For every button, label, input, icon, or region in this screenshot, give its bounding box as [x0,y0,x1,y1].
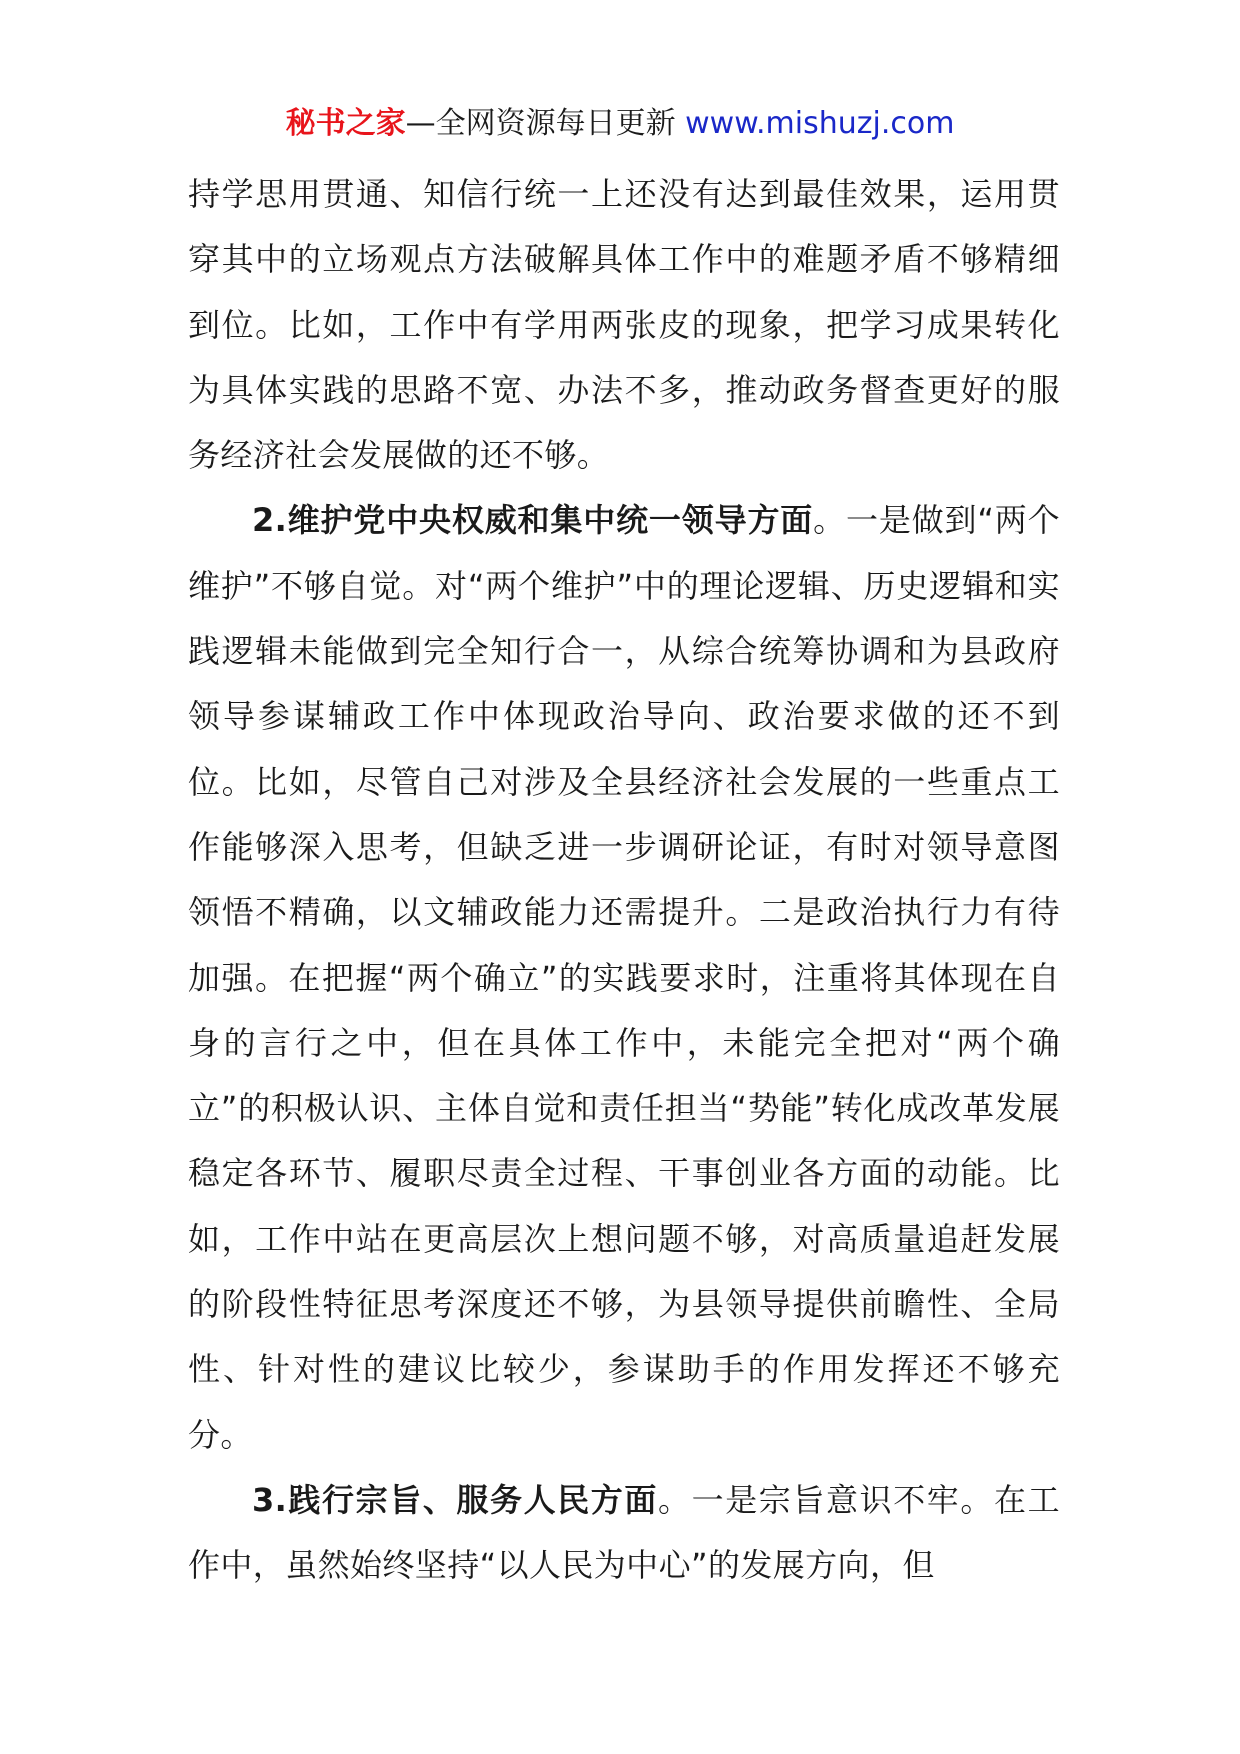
paragraph-section-2 [188,488,1060,1467]
section-heading-3: 3.践行宗旨、服务人民方面 [252,1480,659,1519]
paragraph-text: 。一是做到“两个维护”不够自觉。对“两个维护”中的理论逻辑、历史逻辑和实践逻辑未能做到完全知行合一，从综合统筹协调和为县政府领导参谋辅政工作中体现政治导向、政治要求做的还不到位。比如，尽管自己对涉及全县经济社会发展的一些重点工作能够深入思考，但缺乏进一步调研论证，有时对领导意图领悟不精确，以文辅政能力还需提升。二是政治执行力有待加强。在把握“两个确立”的实践要求时，注重将其体现在自身的言行之中，但在具体工作中，未能完全把对“两个确立”的积极认识、主体自觉和责任担当“势能”转化成改革发展稳定各环节、履职尽责全过程、干事创业各方面的动能。比如，工作中站在更高层次上想问题不够，对高质量追赶发展的阶段性特征思考深度还不够，为县领导提供前瞻性、全局性、针对性的建议比较少，参谋助手的作用发挥还不够充分。 [188,501,1061,1454]
header-tagline: —全网资源每日更新 [405,106,676,141]
paragraph-section-3 [188,1468,1060,1599]
paragraph-text: 持学思用贯通、知信行统一上还没有达到最佳效果，运用贯穿其中的立场观点方法破解具体工作中的难题矛盾不够精细到位。比如，工作中有学用两张皮的现象，把学习成果转化为具体实践的思路不宽、办法不多，推动政务督查更好的服务经济社会发展做的还不够。 [188,175,1060,475]
document-body [188,162,1060,1599]
brand-name: 秘书之家 [285,106,406,141]
paragraph-text: 。一是宗旨意识不牢。在工作中，虽然始终坚持“以人民为中心”的发展方向，但 [188,1480,1060,1585]
page-header [0,100,1240,148]
section-heading-2: 2.维护党中央权威和集中统一领导方面 [252,501,814,540]
website-link[interactable]: www.mishuzj.com [685,106,955,141]
paragraph-continuation [188,162,1060,488]
